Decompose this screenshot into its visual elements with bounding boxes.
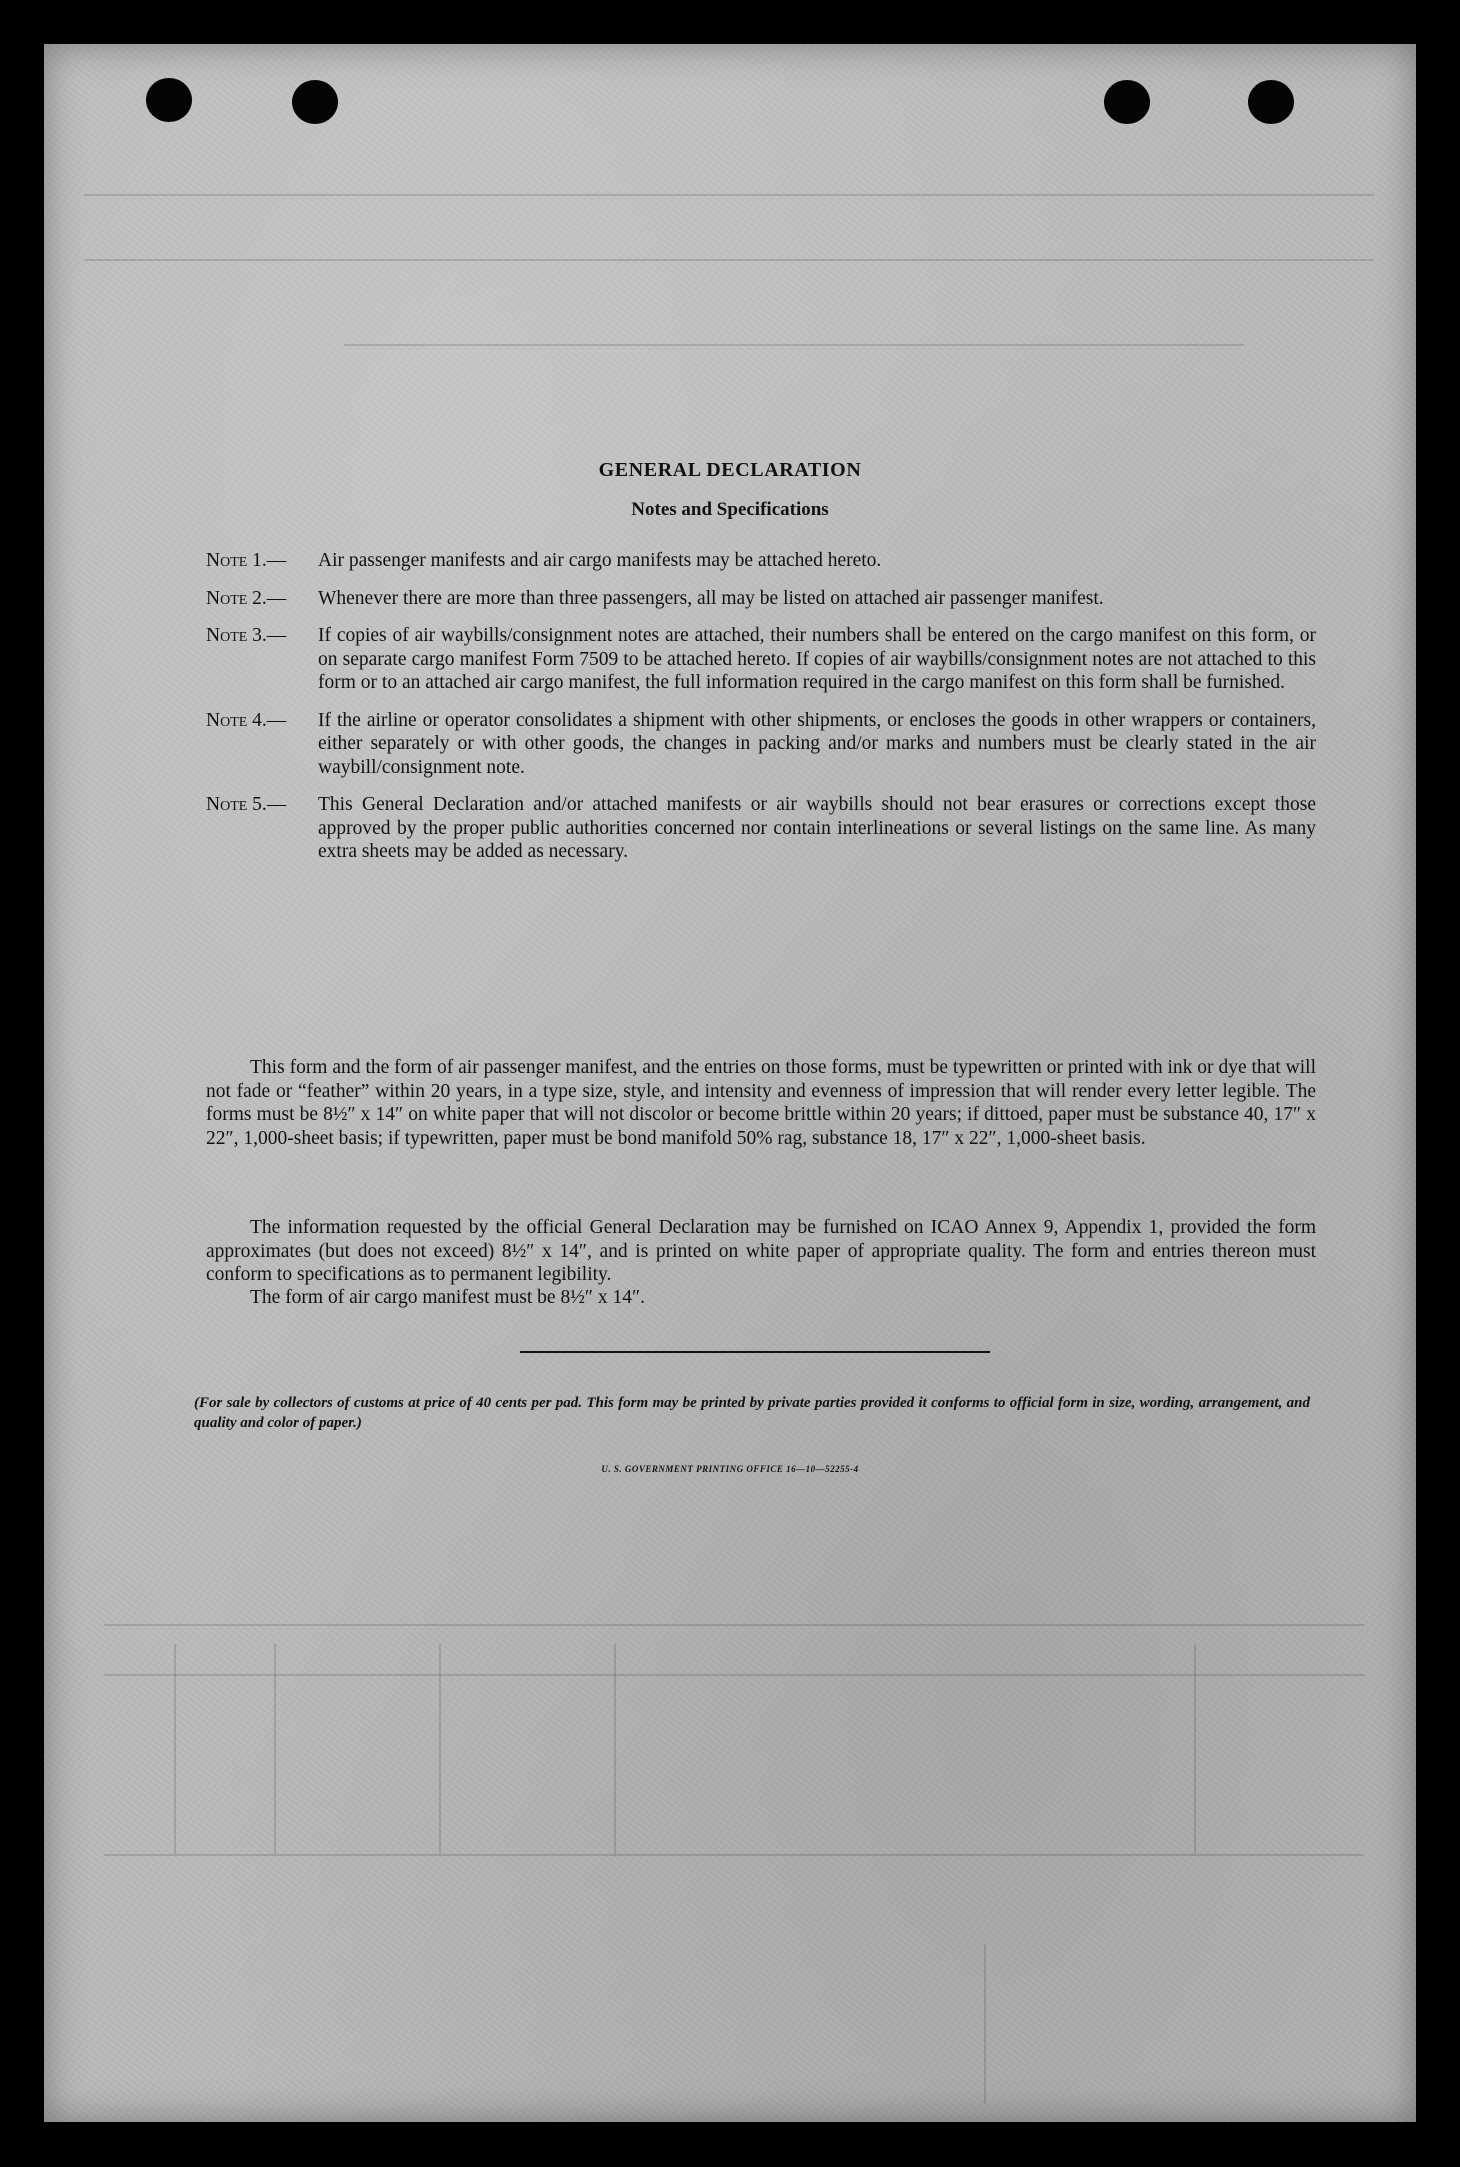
note-item xyxy=(206,549,1316,573)
note-label: Note 1.— xyxy=(206,550,287,571)
bleed-through-line xyxy=(344,344,1244,346)
note-text: Air passenger manifests and air cargo manifests may be attached hereto. xyxy=(318,550,882,571)
note-text: If copies of air waybills/consignment notes are attached, their numbers shall be entered on the cargo manifest on this form, or on separate cargo manifest Form 7509 to be attached hereto. If copies of air waybills/consignment notes are not attached to this form or to an attached air cargo manifest, the full information required in the cargo manifest on this form shall be furnished. xyxy=(318,625,1316,693)
note-text: Whenever there are more than three passengers, all may be listed on attached air passenger manifest. xyxy=(318,587,1104,609)
bleed-through-line xyxy=(984,1944,986,2104)
bleed-through-line xyxy=(104,1624,1364,1626)
bleed-through-line xyxy=(104,1854,1364,1856)
typewritten-requirements-paragraph: This form and the form of air passenger manifest, and the entries on those forms, must be typewritten or printed with ink or dye that will not fade or “feather” within 20 years, in a type size, style, and intensity and evenness of impression that will render every letter legible. The forms must be 8½″ x 14″ on white paper that will not discolor or become brittle within 20 years; if dittoed, paper must be substance 40, 17″ x 22″, 1,000-sheet basis; if typewritten, paper must be bond manifold 50% rag, substance 18, 17″ x 22″, 1,000-sheet basis. xyxy=(206,1057,1316,1149)
bleed-through-line xyxy=(274,1644,276,1854)
note-item xyxy=(206,793,1316,864)
document-page xyxy=(44,44,1416,2122)
note-label: Note 4.— xyxy=(206,709,287,731)
bleed-through-line xyxy=(174,1644,176,1854)
note-text: If the airline or operator consolidates a shipment with other shipments, or encloses the goods in other wrappers or containers, either separately or with other goods, the changes in packing and/or marks and numbers must be clearly stated in the air waybill/consignment note. xyxy=(318,709,1316,778)
punch-hole xyxy=(146,78,192,122)
note-item xyxy=(206,709,1316,780)
bleed-through-line xyxy=(614,1644,616,1854)
note-item xyxy=(206,587,1316,611)
punch-hole xyxy=(1104,80,1150,124)
page-subtitle: Notes and Specifications xyxy=(631,499,829,520)
bleed-through-line xyxy=(1194,1644,1196,1854)
printing-office-imprint: U. S. GOVERNMENT PRINTING OFFICE 16—10—52255-4 xyxy=(601,1464,859,1474)
note-label: Note 5.— xyxy=(206,794,287,815)
icao-paragraph: The information requested by the official General Declaration may be furnished on ICAO Annex 9, Appendix 1, provided the form approximates (but does not exceed) 8½″ x 14″, and is printed on white paper of appropriate quality. The form and entries thereon must conform to specifications as to permanent legibility. xyxy=(206,1217,1316,1285)
bleed-through-line xyxy=(84,259,1374,261)
note-label: Note 2.— xyxy=(206,587,287,609)
separator-rule xyxy=(520,1351,990,1353)
note-text: This General Declaration and/or attached manifests or air waybills should not bear erasures or corrections except those approved by the proper public authorities concerned nor contain interlineations or several listings on the same line. As many extra sheets may be added as necessary. xyxy=(318,794,1316,862)
bleed-through-line xyxy=(439,1644,441,1854)
note-item xyxy=(206,624,1316,695)
punch-hole xyxy=(1248,80,1294,124)
note-label: Note 3.— xyxy=(206,625,287,646)
bleed-through-line xyxy=(84,194,1374,196)
notes-list xyxy=(206,549,1316,878)
page-title: GENERAL DECLARATION xyxy=(598,459,862,481)
bleed-through-line xyxy=(104,1674,1364,1676)
cargo-manifest-size-paragraph: The form of air cargo manifest must be 8½″ x 14″. xyxy=(250,1287,645,1308)
punch-hole xyxy=(292,80,338,124)
sale-notice: (For sale by collectors of customs at price of 40 cents per pad. This form may be printed by private parties provided it conforms to official form in size, wording, arrangement, and quality and color of paper.) xyxy=(194,1395,1310,1431)
